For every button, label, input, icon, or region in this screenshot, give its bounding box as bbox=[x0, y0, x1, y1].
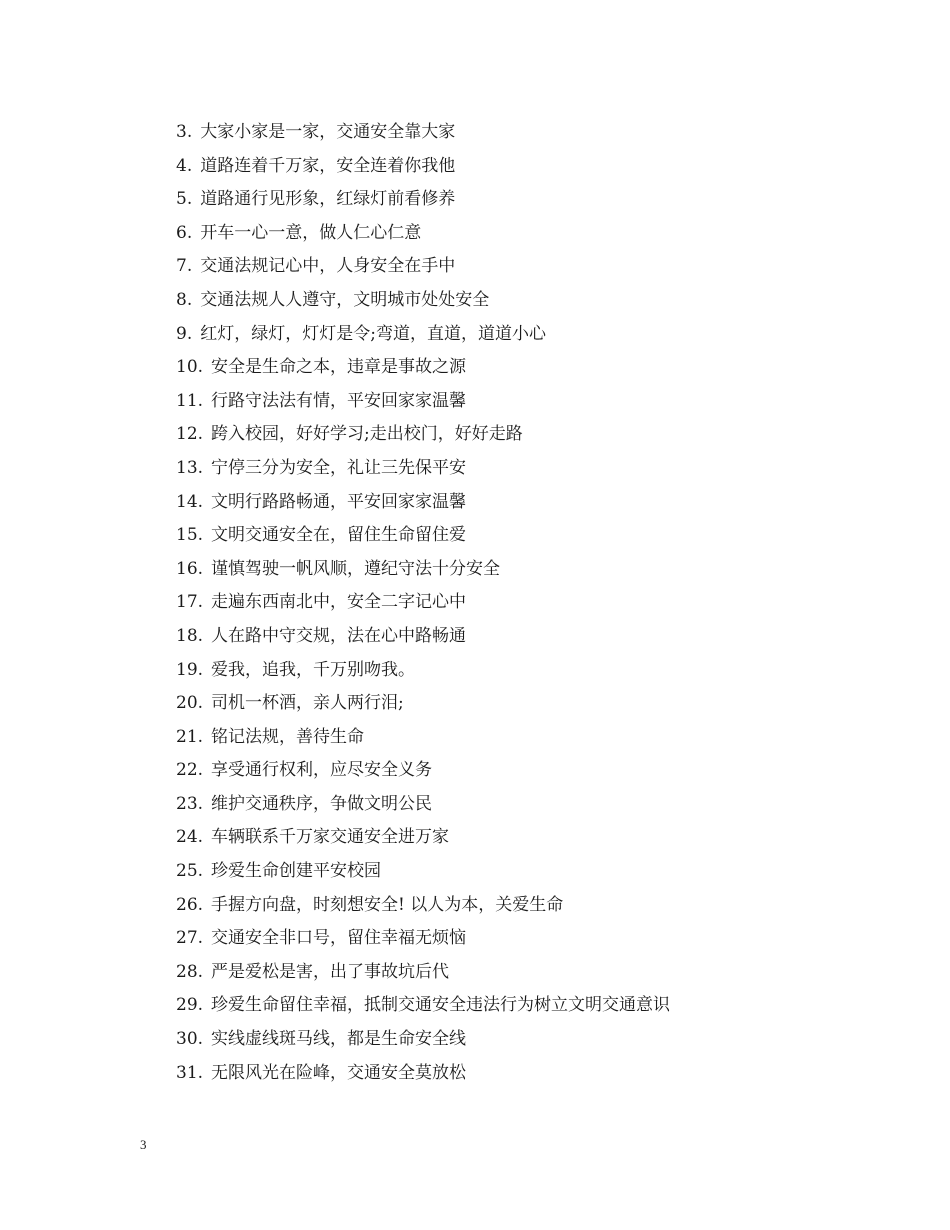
item-number: 5. bbox=[176, 189, 193, 210]
item-text: 行路守法法有情，平安回家家温馨 bbox=[211, 390, 467, 411]
item-number: 31. bbox=[176, 1062, 204, 1083]
item-text: 跨入校园，好好学习;走出校门，好好走路 bbox=[211, 424, 523, 445]
list-item bbox=[176, 150, 670, 184]
list-item bbox=[176, 687, 670, 721]
list-item bbox=[176, 183, 670, 217]
item-number: 6. bbox=[176, 222, 193, 243]
list-item bbox=[176, 922, 670, 956]
item-text: 走遍东西南北中，安全二字记心中 bbox=[211, 592, 467, 613]
item-number: 18. bbox=[176, 625, 204, 646]
list-item bbox=[176, 1057, 670, 1091]
list-item bbox=[176, 284, 670, 318]
item-number: 27. bbox=[176, 928, 204, 949]
item-number: 8. bbox=[176, 289, 193, 310]
item-number: 19. bbox=[176, 659, 204, 680]
list-item bbox=[176, 754, 670, 788]
list-item bbox=[176, 620, 670, 654]
item-number: 21. bbox=[176, 726, 204, 747]
list-item bbox=[176, 486, 670, 520]
list-item bbox=[176, 889, 670, 923]
item-number: 22. bbox=[176, 760, 204, 781]
item-text: 珍爱生命创建平安校园 bbox=[211, 861, 382, 882]
item-text: 文明交通安全在，留住生命留住爱 bbox=[211, 525, 467, 546]
item-text: 司机一杯酒，亲人两行泪; bbox=[211, 693, 404, 714]
item-number: 3. bbox=[176, 122, 193, 142]
item-text: 实线虚线斑马线，都是生命安全线 bbox=[211, 1029, 467, 1050]
item-number: 24. bbox=[176, 827, 204, 848]
item-text: 严是爱松是害，出了事故坑后代 bbox=[211, 961, 450, 982]
item-text: 享受通行权利，应尽安全义务 bbox=[211, 760, 433, 781]
item-text: 文明行路路畅通，平安回家家温馨 bbox=[211, 491, 467, 512]
list-item bbox=[176, 385, 670, 419]
item-number: 15. bbox=[176, 525, 204, 546]
item-text: 开车一心一意，做人仁心仁意 bbox=[200, 222, 422, 243]
item-text: 交通法规记心中，人身安全在手中 bbox=[200, 256, 456, 277]
list-item bbox=[176, 519, 670, 553]
list-item bbox=[176, 721, 670, 755]
item-text: 道路通行见形象，红绿灯前看修养 bbox=[200, 189, 456, 210]
item-number: 14. bbox=[176, 491, 204, 512]
item-text: 道路连着千万家，安全连着你我他 bbox=[200, 155, 456, 176]
item-number: 25. bbox=[176, 861, 204, 882]
list-item bbox=[176, 586, 670, 620]
list-item bbox=[176, 821, 670, 855]
list-item bbox=[176, 418, 670, 452]
list-item bbox=[176, 553, 670, 587]
item-number: 26. bbox=[176, 894, 204, 915]
item-text: 爱我，追我，千万别吻我。 bbox=[211, 659, 416, 680]
item-text: 大家小家是一家，交通安全靠大家 bbox=[200, 122, 456, 142]
list-item bbox=[176, 654, 670, 688]
item-number: 9. bbox=[176, 323, 193, 344]
item-text: 维护交通秩序，争做文明公民 bbox=[211, 793, 433, 814]
list-item bbox=[176, 956, 670, 990]
item-text: 铭记法规，善待生命 bbox=[211, 726, 365, 747]
item-number: 23. bbox=[176, 793, 204, 814]
list-item bbox=[176, 217, 670, 251]
item-number: 29. bbox=[176, 995, 204, 1016]
item-text: 谨慎驾驶一帆风顺，遵纪守法十分安全 bbox=[211, 558, 501, 579]
item-number: 4. bbox=[176, 155, 193, 176]
item-text: 安全是生命之本，违章是事故之源 bbox=[211, 357, 467, 378]
item-number: 13. bbox=[176, 457, 204, 478]
item-text: 无限风光在险峰，交通安全莫放松 bbox=[211, 1062, 467, 1083]
item-number: 12. bbox=[176, 424, 204, 445]
list-item bbox=[176, 116, 670, 150]
item-number: 30. bbox=[176, 1029, 204, 1050]
list-item bbox=[176, 250, 670, 284]
list-item bbox=[176, 452, 670, 486]
item-number: 7. bbox=[176, 256, 193, 277]
slogan-list bbox=[176, 116, 670, 1090]
item-number: 28. bbox=[176, 961, 204, 982]
item-number: 11. bbox=[176, 390, 204, 411]
list-item bbox=[176, 1023, 670, 1057]
item-text: 珍爱生命留住幸福，抵制交通安全违法行为树立文明交通意识 bbox=[211, 995, 671, 1016]
list-item bbox=[176, 788, 670, 822]
list-item bbox=[176, 318, 670, 352]
item-number: 10. bbox=[176, 357, 204, 378]
item-text: 人在路中守交规，法在心中路畅通 bbox=[211, 625, 467, 646]
item-number: 20. bbox=[176, 693, 204, 714]
list-item bbox=[176, 855, 670, 889]
item-text: 交通法规人人遵守，文明城市处处安全 bbox=[200, 289, 490, 310]
item-number: 16. bbox=[176, 558, 204, 579]
item-number: 17. bbox=[176, 592, 204, 613]
item-text: 手握方向盘，时刻想安全! 以人为本，关爱生命 bbox=[211, 894, 564, 915]
list-item bbox=[176, 351, 670, 385]
item-text: 交通安全非口号，留住幸福无烦恼 bbox=[211, 928, 467, 949]
list-item bbox=[176, 989, 670, 1023]
item-text: 宁停三分为安全，礼让三先保平安 bbox=[211, 457, 467, 478]
item-text: 车辆联系千万家交通安全进万家 bbox=[211, 827, 450, 848]
item-text: 红灯，绿灯，灯灯是令;弯道，直道，道道小心 bbox=[200, 323, 546, 344]
page-number: 3 bbox=[140, 1137, 147, 1152]
